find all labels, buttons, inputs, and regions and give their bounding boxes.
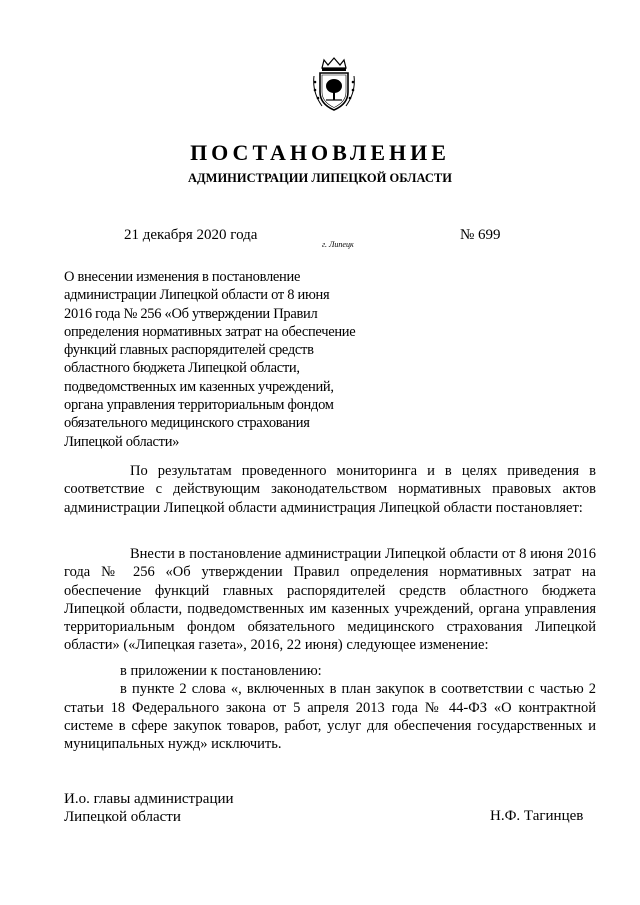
preamble-text: По результатам проведенного мониторинга и в целях приведения в соответствие с действующим законодательством нормативных правовых актов администрации Липецкой области администрация Липецкой области постановляет:: [64, 463, 596, 516]
amendment-block: [64, 662, 596, 753]
coat-of-arms-icon: [312, 56, 356, 112]
amendment-intro: в приложении к постановлению:: [120, 663, 322, 679]
resolution-paragraph: [64, 545, 596, 655]
document-subtitle: АДМИНИСТРАЦИИ ЛИПЕЦКОЙ ОБЛАСТИ: [188, 171, 452, 185]
amendment-text: в пункте 2 слова «, включенных в план закупок в соответствии с частью 2 статьи 18 Федерального закона от 5 апреля 2013 года № 44-ФЗ «О контрактной системе в сфере закупок товаров, работ, услуг для обеспечения государственных и муниципальных нужд» исключить.: [64, 681, 596, 753]
heading-line: О внесении изменения в постановление: [64, 269, 301, 285]
heading-line: подведомственных им казенных учреждений,: [64, 378, 334, 395]
signatory-name: Н.Ф. Тагинцев: [490, 808, 584, 824]
heading-line: определения нормативных затрат на обеспечение: [64, 323, 356, 340]
document-date: 21 декабря 2020 года: [124, 227, 258, 243]
signatory-position-line: Липецкой области: [64, 809, 181, 825]
preamble-paragraph: [64, 462, 596, 517]
document-heading: [64, 268, 404, 451]
heading-line: обязательного медицинского страхования: [64, 415, 310, 432]
document-title: ПОСТАНОВЛЕНИЕ: [190, 140, 450, 165]
document-number: № 699: [460, 227, 501, 243]
heading-line: функций главных распорядителей средств: [64, 342, 314, 359]
heading-line: областного бюджета Липецкой области,: [64, 360, 300, 377]
heading-line: 2016 года № 256 «Об утверждении Правил: [64, 305, 318, 322]
heading-line: Липецкой области»: [64, 433, 180, 450]
heading-line: администрации Липецкой области от 8 июня: [64, 287, 330, 304]
signatory-position-line: И.о. главы администрации: [64, 791, 234, 807]
resolution-text: Внести в постановление администрации Липецкой области от 8 июня 2016 года № 256 «Об утверждении Правил определения нормативных затрат на обеспечение функций главных распорядителей средств областного бюджета Липецкой области, подведомственных им казенных учреждений, органа управления территориальным фондом обязательного медицинского страхования Липецкой области» («Липецкая газета», 2016, 22 июня) следующее изменение:: [64, 546, 596, 654]
document-place: г. Липецк: [322, 240, 354, 249]
signatory-position: [64, 790, 234, 826]
heading-line: органа управления территориальным фондом: [64, 397, 334, 414]
